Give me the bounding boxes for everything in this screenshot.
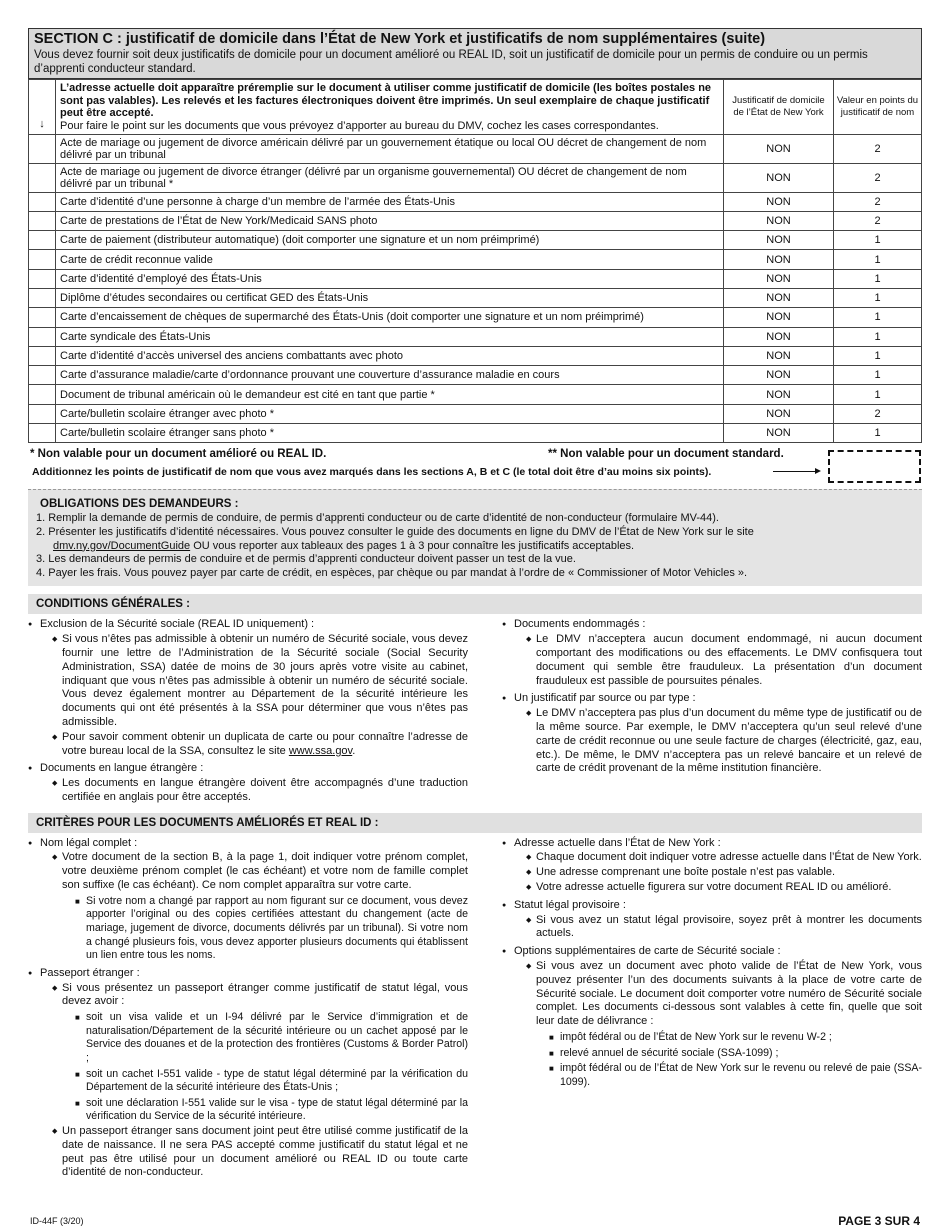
ssn-options: ● Options supplémentaires de carte de Sécurité sociale : bbox=[502, 945, 922, 959]
foreign-language: ● Documents en langue étrangère : bbox=[28, 762, 468, 776]
row-checkbox[interactable] bbox=[29, 366, 56, 385]
table-row bbox=[29, 211, 922, 230]
ssn-2-text: Pour savoir comment obtenir un duplicata de carte ou pour connaître l’adresse de votre bureau local de la SSA, consultez le site bbox=[62, 730, 468, 757]
points-value: 2 bbox=[834, 404, 922, 423]
points-value: 1 bbox=[834, 424, 922, 443]
row-checkbox[interactable] bbox=[29, 231, 56, 250]
current-address: ● Adresse actuelle dans l’État de New York : bbox=[502, 837, 922, 851]
temporary-status-1: ◆ Si vous avez un statut légal provisoire, soyez prêt à montrer les documents actuels. bbox=[502, 914, 922, 942]
ssn-options-1a: ■ impôt fédéral ou de l’État de New York sur le revenu W-2 ; bbox=[502, 1031, 922, 1045]
passport-1a: ■ soit un visa valide et un I-94 délivré par le Service d’immigration et de naturalisation/Département de la sécurité intérieure ou un cachet apposé par le Service des douanes et de la protection des frontières (Customs & Border Patrol) ; bbox=[28, 1011, 468, 1065]
address-1: ◆ Chaque document doit indiquer votre adresse actuelle dans l’État de New York. bbox=[502, 851, 922, 865]
applicant-obligations bbox=[28, 489, 922, 586]
table-row bbox=[29, 250, 922, 269]
ssn-options-1b: ■ relevé annuel de sécurité sociale (SSA-1099) ; bbox=[502, 1047, 922, 1061]
points-value: 1 bbox=[834, 385, 922, 404]
ssa-link[interactable]: www.ssa.gov bbox=[288, 744, 353, 757]
address-2: ◆ Une adresse comprenant une boîte postale n’est pas valable. bbox=[502, 866, 922, 880]
temporary-status: ● Statut légal provisoire : bbox=[502, 899, 922, 913]
document-name: Carte d’encaissement de chèques de supermarché des États-Unis (doit comporter une signature et un nom préimprimé) bbox=[56, 308, 724, 327]
damaged-documents-1: ◆ Le DMV n’acceptera aucun document endommagé, ni aucun document comportant des modifications ou des effacements. Le DMV confisquera tout document qui semble être frauduleux. La présentation d’un document frauduleux est passible de poursuites pénales. bbox=[502, 633, 922, 688]
table-row bbox=[29, 192, 922, 211]
points-value: 1 bbox=[834, 366, 922, 385]
table-row bbox=[29, 346, 922, 365]
row-checkbox[interactable] bbox=[29, 424, 56, 443]
residence-documents-table bbox=[28, 79, 922, 443]
row-checkbox[interactable] bbox=[29, 211, 56, 230]
document-name: Document de tribunal américain où le demandeur est cité en tant que partie * bbox=[56, 385, 724, 404]
residence-value: NON bbox=[724, 366, 834, 385]
foreign-language-1: ◆ Les documents en langue étrangère doivent être accompagnés d’une traduction certifiée en anglais pour être acceptés. bbox=[28, 777, 468, 805]
document-name: Carte/bulletin scolaire étranger avec photo * bbox=[56, 404, 724, 423]
residence-value: NON bbox=[724, 424, 834, 443]
residence-value: NON bbox=[724, 231, 834, 250]
damaged-documents: ● Documents endommagés : bbox=[502, 618, 922, 632]
residence-value: NON bbox=[724, 192, 834, 211]
address-3: ◆ Votre adresse actuelle figurera sur votre document REAL ID ou amélioré. bbox=[502, 881, 922, 895]
document-name: Diplôme d’études secondaires ou certificat GED des États-Unis bbox=[56, 288, 724, 307]
obligation-1: 1. Remplir la demande de permis de conduire, de permis d’apprenti conducteur ou de carte d’identité de non-conducteur (formulaire MV-44). bbox=[36, 512, 719, 525]
document-name: Carte d’identité d’employé des États-Unis bbox=[56, 269, 724, 288]
table-body bbox=[29, 134, 922, 443]
ssn-2-end: . bbox=[352, 744, 356, 757]
obligation-2-text-b: OU vous reporter aux tableaux des pages 1 à 3 pour connaître les justificatifs acceptables. bbox=[190, 539, 635, 552]
section-c-subtitle: Vous devez fournir soit deux justificatifs de domicile pour un document amélioré ou REAL ID, soit un justificatif de domicile pour un permis de conduire ou un permis d’apprenti conducteur standard. bbox=[34, 49, 868, 75]
points-value: 1 bbox=[834, 250, 922, 269]
legal-name: ● Nom légal complet : bbox=[28, 837, 468, 851]
table-row bbox=[29, 288, 922, 307]
residence-value: NON bbox=[724, 211, 834, 230]
points-value: 1 bbox=[834, 346, 922, 365]
col-header-residence: Justificatif de domicile de l’État de New York bbox=[724, 80, 834, 135]
obligation-2-cont bbox=[36, 540, 916, 554]
document-name: Acte de mariage ou jugement de divorce américain délivré par un gouvernement étatique ou local OU décret de changement de nom délivré par un tribunal bbox=[56, 134, 724, 163]
row-checkbox[interactable] bbox=[29, 250, 56, 269]
table-row bbox=[29, 366, 922, 385]
one-per-source-1: ◆ Le DMV n’acceptera pas plus d’un document du même type de justificatif ou de la même source. Par exemple, le DMV n’acceptera qu’un seul relevé d’une carte de crédit reconnue ou une seule facture de charges (électricité, gaz, eau, etc.). De même, le DMV n’acceptera pas un relevé bancaire et un relevé de carte de crédit provenant de la même institution financière. bbox=[502, 707, 922, 776]
ssn-exclusion-1: ◆ Si vous n’êtes pas admissible à obtenir un numéro de Sécurité sociale, vous devez fournir une lettre de l’Administration de la Sécurité sociale (Social Security Administration, SSA) datée de moins de 30 jours après votre visite au cabinet, indiquant que vous n’êtes pas admissible à obtenir un numéro de sécurité sociale. Vous devez également montrer au Département de la sécurité intérieure les documents qui ont été présentés à la SSA pour déterminer que vous n’êtes pas admissible. bbox=[28, 633, 468, 730]
total-points-box[interactable] bbox=[828, 450, 921, 483]
points-value: 1 bbox=[834, 269, 922, 288]
foreign-passport: ● Passeport étranger : bbox=[28, 967, 468, 981]
residence-value: NON bbox=[724, 385, 834, 404]
document-name: Carte de crédit reconnue valide bbox=[56, 250, 724, 269]
residence-value: NON bbox=[724, 327, 834, 346]
points-value: 1 bbox=[834, 327, 922, 346]
down-arrow-icon: ↓ bbox=[29, 80, 56, 135]
footnote-enhanced: * Non valable pour un document amélioré ou REAL ID. bbox=[30, 448, 327, 461]
table-row bbox=[29, 327, 922, 346]
table-header-row bbox=[29, 80, 922, 135]
obligation-2 bbox=[36, 526, 916, 540]
points-value: 1 bbox=[834, 288, 922, 307]
row-checkbox[interactable] bbox=[29, 346, 56, 365]
document-name: Carte d’identité d’une personne à charge d’un membre de l’armée des États-Unis bbox=[56, 192, 724, 211]
row-checkbox[interactable] bbox=[29, 288, 56, 307]
conditions-columns bbox=[28, 614, 922, 804]
points-value: 2 bbox=[834, 134, 922, 163]
section-c-header bbox=[28, 28, 922, 79]
residence-value: NON bbox=[724, 288, 834, 307]
obligations-title: OBLIGATIONS DES DEMANDEURS : bbox=[40, 498, 239, 511]
passport-2: ◆ Un passeport étranger sans document joint peut être utilisé comme justificatif de la date de naissance. Il ne sera PAS accepté comme justificatif du statut légal et ne peut pas être utilisé pour un document amélioré ou REAL ID ou toute carte d’identité de non-conducteur. bbox=[28, 1125, 468, 1180]
row-checkbox[interactable] bbox=[29, 404, 56, 423]
obligation-2-text: 2. Présenter les justificatifs d’identité nécessaires. Vous pouvez consulter le guide des documents en ligne du DMV de l’État de New York sur le site bbox=[36, 525, 754, 538]
criteria-right bbox=[502, 833, 922, 1180]
table-row bbox=[29, 385, 922, 404]
table-row bbox=[29, 424, 922, 443]
row-checkbox[interactable] bbox=[29, 385, 56, 404]
criteria-title: CRITÈRES POUR LES DOCUMENTS AMÉLIORÉS ET REAL ID : bbox=[28, 813, 922, 833]
document-name: Carte d’identité d’accès universel des anciens combattants avec photo bbox=[56, 346, 724, 365]
residence-value: NON bbox=[724, 134, 834, 163]
row-checkbox[interactable] bbox=[29, 327, 56, 346]
section-c-title: SECTION C : justificatif de domicile dans l’État de New York et justificatifs de nom supplémentaires (suite) bbox=[34, 31, 766, 47]
page-number: PAGE 3 SUR 4 bbox=[838, 1214, 920, 1228]
one-per-source: ● Un justificatif par source ou par type : bbox=[502, 692, 922, 706]
document-guide-link[interactable]: dmv.ny.gov/DocumentGuide bbox=[53, 539, 191, 552]
row-checkbox[interactable] bbox=[29, 308, 56, 327]
obligation-4: 4. Payer les frais. Vous pouvez payer par carte de crédit, en espèces, par chèque ou par mandat à l’ordre de « Commissioner of Motor Vehicles ». bbox=[36, 566, 748, 579]
criteria-columns bbox=[28, 833, 922, 1180]
residence-value: NON bbox=[724, 404, 834, 423]
points-value: 1 bbox=[834, 231, 922, 250]
right-arrow-icon bbox=[773, 471, 819, 472]
footnote-standard: ** Non valable pour un document standard. bbox=[548, 448, 784, 461]
ssn-options-1: ◆ Si vous avez un document avec photo valide de l’État de New York, vous pouvez présenter l’un des documents suivants à la place de votre carte de Sécurité sociale. Le document doit comporter votre numéro de Sécurité sociale complet. Les documents ci-dessous sont valables à cette fin, quelle que soit leur date de délivrance : bbox=[502, 960, 922, 1029]
footnote-add-points: Additionnez les points de justificatif de nom que vous avez marqués dans les sections A, B et C (le total doit être d’au moins six points). bbox=[32, 466, 712, 479]
table-header-bold: L’adresse actuelle doit apparaître préremplie sur le document à utiliser comme justificatif de domicile (les boîtes postales ne sont pas valables). Les relevés et les factures électroniques doivent être imprimés. Un seul exemplaire de chaque justificatif peut être accepté. bbox=[60, 82, 712, 119]
table-row bbox=[29, 134, 922, 163]
conditions-title: CONDITIONS GÉNÉRALES : bbox=[28, 594, 922, 614]
ssn-exclusion: ● Exclusion de la Sécurité sociale (REAL ID uniquement) : bbox=[28, 618, 468, 632]
row-checkbox[interactable] bbox=[29, 163, 56, 192]
obligation-3: 3. Les demandeurs de permis de conduire et de permis d’apprenti conducteur doivent passer un test de la vue. bbox=[36, 553, 576, 566]
row-checkbox[interactable] bbox=[29, 192, 56, 211]
residence-value: NON bbox=[724, 308, 834, 327]
row-checkbox[interactable] bbox=[29, 269, 56, 288]
residence-value: NON bbox=[724, 250, 834, 269]
table-row bbox=[29, 404, 922, 423]
points-value: 2 bbox=[834, 211, 922, 230]
table-header-note: Pour faire le point sur les documents que vous prévoyez d’apporter au bureau du DMV, cochez les cases correspondantes. bbox=[60, 119, 659, 132]
points-value: 1 bbox=[834, 308, 922, 327]
document-name: Carte de prestations de l’État de New York/Medicaid SANS photo bbox=[56, 211, 724, 230]
document-name: Carte d’assurance maladie/carte d’ordonnance prouvant une couverture d’assurance maladie en cours bbox=[56, 366, 724, 385]
points-value: 2 bbox=[834, 163, 922, 192]
residence-value: NON bbox=[724, 269, 834, 288]
table-row bbox=[29, 269, 922, 288]
document-name: Carte syndicale des États-Unis bbox=[56, 327, 724, 346]
passport-1b: ■ soit un cachet I-551 valide - type de statut légal déterminé par la vérification du Département de la sécurité intérieure des États-Unis ; bbox=[28, 1068, 468, 1095]
document-name: Acte de mariage ou jugement de divorce étranger (délivré par un organisme gouvernemental) OU décret de changement de nom délivré par un tribunal * bbox=[56, 163, 724, 192]
table-row bbox=[29, 163, 922, 192]
ssn-options-1c: ■ impôt fédéral ou de l’État de New York sur le revenu ou relevé de paie (SSA-1099). bbox=[502, 1062, 922, 1089]
table-row bbox=[29, 308, 922, 327]
row-checkbox[interactable] bbox=[29, 134, 56, 163]
conditions-left bbox=[28, 614, 468, 804]
residence-value: NON bbox=[724, 346, 834, 365]
residence-value: NON bbox=[724, 163, 834, 192]
table-instructions bbox=[56, 80, 724, 135]
document-name: Carte de paiement (distributeur automatique) (doit comporter une signature et un nom préimprimé) bbox=[56, 231, 724, 250]
form-id: ID-44F (3/20) bbox=[30, 1216, 84, 1226]
legal-name-1a: ■ Si votre nom a changé par rapport au nom figurant sur ce document, vous devez apporter l’original ou des copies certifiées attestant du changement (acte de mariage, jugement de divorce, documents délivrés par un tribunal). Si votre nom a changé plusieurs fois, vous devez apporter plusieurs documents qui établissent un lien entre tous les noms. bbox=[28, 895, 468, 963]
form-page bbox=[0, 28, 950, 1230]
col-header-points: Valeur en points du justificatif de nom bbox=[834, 80, 922, 135]
conditions-right bbox=[502, 614, 922, 804]
ssn-exclusion-2 bbox=[28, 731, 468, 759]
table-row bbox=[29, 231, 922, 250]
table-footnotes bbox=[28, 445, 922, 483]
passport-1: ◆ Si vous présentez un passeport étranger comme justificatif de statut légal, vous devez avoir : bbox=[28, 982, 468, 1010]
points-value: 2 bbox=[834, 192, 922, 211]
legal-name-1: ◆ Votre document de la section B, à la page 1, doit indiquer votre prénom complet, votre deuxième prénom complet (le cas échéant) et votre nom de famille complet son suffixe (le cas échéant). Ce nom complet apparaîtra sur votre carte. bbox=[28, 851, 468, 892]
passport-1c: ■ soit une déclaration I-551 valide sur le visa - type de statut légal déterminé par la vérification du Service de la sécurité intérieure. bbox=[28, 1097, 468, 1124]
criteria-left bbox=[28, 833, 468, 1180]
document-name: Carte/bulletin scolaire étranger sans photo * bbox=[56, 424, 724, 443]
